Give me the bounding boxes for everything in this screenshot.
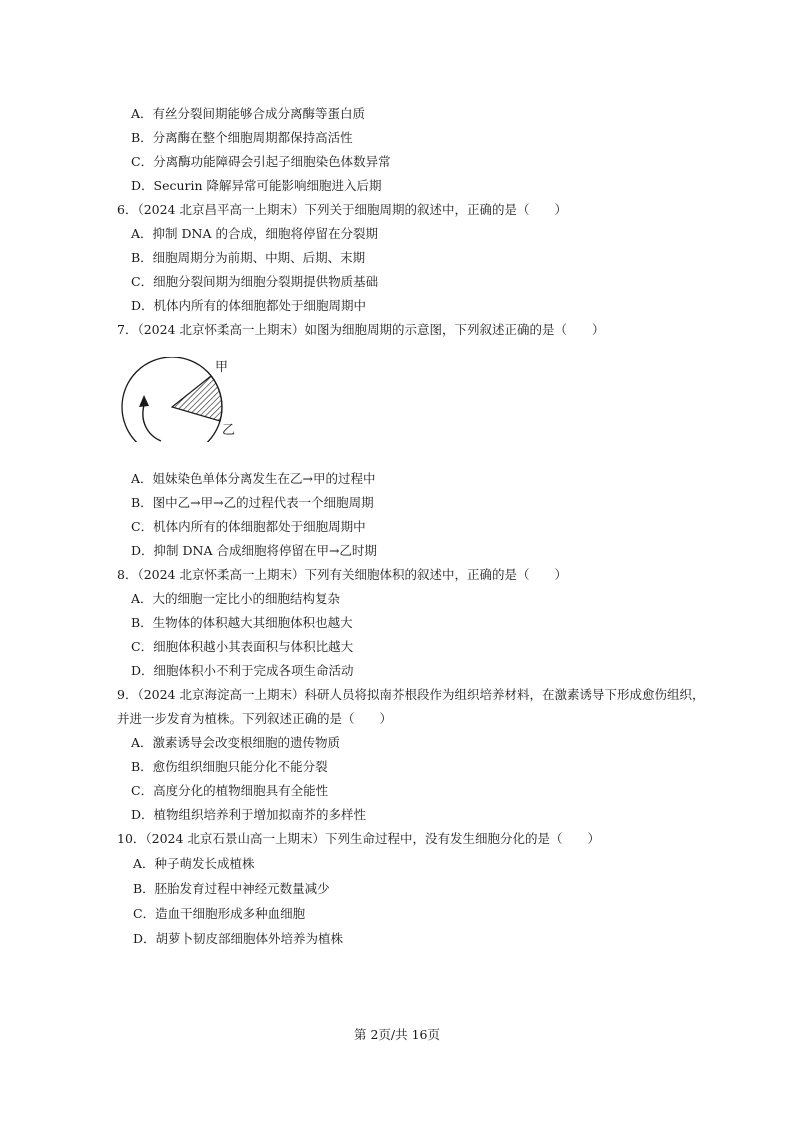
q10-option-a: A．种子萌发长成植株 [133, 856, 255, 871]
q5-option-d: D．Securin 降解异常可能影响细胞进入后期 [131, 178, 382, 193]
q9-option-d: D．植物组织培养利于增加拟南芥的多样性 [131, 807, 367, 822]
q7-option-a: A．姐妹染色单体分离发生在乙→甲的过程中 [131, 471, 376, 486]
q8-option-b: B．生物体的体积越大其细胞体积也越大 [131, 615, 353, 630]
q8-option-c: C．细胞体积越小其表面积与体积比越大 [131, 639, 354, 654]
cycle-direction-arrow [143, 405, 161, 441]
q5-option-b: B．分离酶在整个细胞周期都保持高活性 [131, 130, 353, 145]
q7-option-d: D．抑制 DNA 合成细胞将停留在甲→乙时期 [131, 543, 377, 558]
q6-stem: 6．（2024 北京昌平高一上期末）下列关于细胞周期的叙述中，正确的是（ ） [117, 202, 567, 217]
q10-stem: 10．（2024 北京石景山高一上期末）下列生命过程中，没有发生细胞分化的是（ ） [117, 831, 600, 846]
q7-option-b: B．图中乙→甲→乙的过程代表一个细胞周期 [131, 495, 374, 510]
label-yi: 乙 [222, 423, 236, 438]
division-phase-sector [172, 376, 222, 421]
q9-stem-continuation: 并进一步发育为植株。下列叙述正确的是（ ） [117, 711, 393, 726]
q6-option-b: B．细胞周期分为前期、中期、后期、末期 [131, 250, 366, 265]
arrow-head-icon [139, 395, 149, 407]
q8-stem: 8．（2024 北京怀柔高一上期末）下列有关细胞体积的叙述中，正确的是（ ） [117, 567, 567, 582]
q9-option-b: B．愈伤组织细胞只能分化不能分裂 [131, 759, 328, 774]
q5-option-c: C．分离酶功能障碍会引起子细胞染色体数异常 [131, 154, 391, 169]
q6-option-d: D．机体内所有的体细胞都处于细胞周期中 [131, 298, 367, 313]
q8-option-d: D．细胞体积小不利于完成各项生命活动 [131, 663, 354, 678]
q5-option-a: A．有丝分裂间期能够合成分离酶等蛋白质 [131, 106, 366, 121]
q10-option-b: B．胚胎发育过程中神经元数量减少 [133, 881, 330, 896]
q6-option-a: A．抑制 DNA 的合成，细胞将停留在分裂期 [131, 226, 378, 241]
q9-option-c: C．高度分化的植物细胞具有全能性 [131, 783, 329, 798]
cell-cycle-diagram [117, 357, 252, 442]
page-number-footer: 第 2页/共 16页 [353, 1027, 441, 1042]
q9-stem: 9．（2024 北京海淀高一上期末）科研人员将拟南芥根段作为组织培养材料，在激素诱导下形成愈伤组织， [117, 687, 705, 702]
label-jia: 甲 [215, 360, 229, 375]
q6-option-c: C．细胞分裂间期为细胞分裂期提供物质基础 [131, 274, 379, 289]
q7-stem: 7．（2024 北京怀柔高一上期末）如图为细胞周期的示意图，下列叙述正确的是（ ） [117, 322, 605, 337]
q10-option-c: C．造血干细胞形成多种血细胞 [133, 906, 306, 921]
q7-option-c: C．机体内所有的体细胞都处于细胞周期中 [131, 519, 366, 534]
q9-option-a: A．激素诱导会改变根细胞的遗传物质 [131, 735, 341, 750]
q10-option-d: D．胡萝卜韧皮部细胞体外培养为植株 [133, 931, 344, 946]
q8-option-a: A．大的细胞一定比小的细胞结构复杂 [131, 591, 341, 606]
